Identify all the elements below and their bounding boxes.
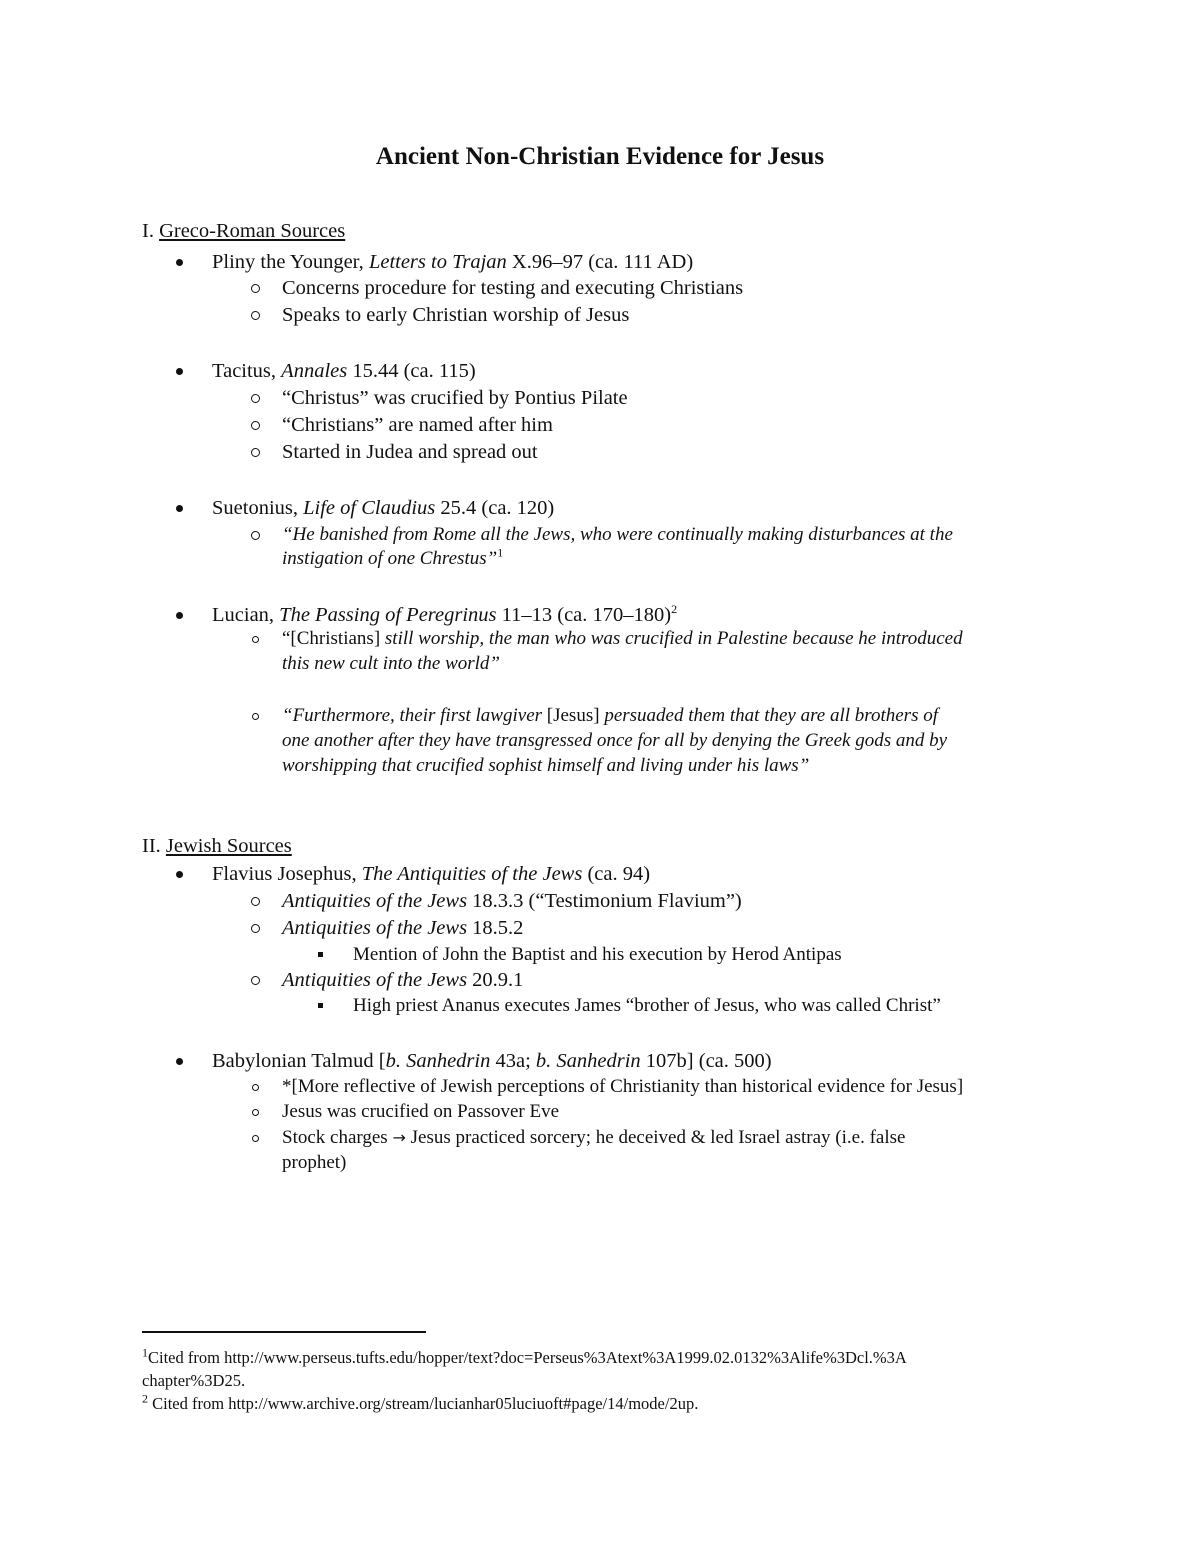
source-citation: 18.3.3 (“Testimonium Flavium”) bbox=[467, 890, 742, 912]
quote-text: “He banished from Rome all the Jews, who were continually making disturbances at the bbox=[282, 524, 953, 545]
source-work: Antiquities of the Jews bbox=[282, 890, 468, 912]
bullet-icon bbox=[176, 1058, 183, 1065]
quote-line bbox=[282, 627, 963, 651]
circle-bullet-icon bbox=[252, 636, 259, 643]
source-lucian bbox=[212, 603, 677, 627]
list-text: Jesus practiced sorcery; he deceived & led Israel astray (i.e. false bbox=[405, 1127, 906, 1148]
source-work: Antiquities of the Jews bbox=[282, 969, 468, 991]
circle-bullet-icon bbox=[251, 284, 260, 293]
page-title: Ancient Non-Christian Evidence for Jesus bbox=[375, 143, 825, 170]
circle-bullet-icon bbox=[251, 924, 260, 933]
source-citation: X.96–97 (ca. 111 AD) bbox=[506, 251, 694, 273]
list-item: Started in Judea and spread out bbox=[282, 441, 538, 463]
section-heading-jewish bbox=[142, 834, 292, 858]
section-title: Jewish Sources bbox=[165, 835, 292, 857]
square-bullet-icon bbox=[318, 1003, 323, 1008]
list-item: *[More reflective of Jewish perceptions of Christianity than historical evidence for Jesus] bbox=[282, 1076, 964, 1097]
bullet-icon bbox=[176, 259, 183, 266]
source-talmud bbox=[212, 1049, 772, 1073]
footnote-1-cont: chapter%3D25. bbox=[142, 1371, 246, 1390]
quote-text: instigation of one Chrestus” bbox=[282, 548, 498, 569]
footnote-2 bbox=[142, 1392, 698, 1415]
source-josephus bbox=[212, 862, 650, 886]
source-work: Antiquities of the Jews bbox=[282, 917, 468, 939]
section-number: I. bbox=[142, 220, 154, 242]
source-author: Suetonius, bbox=[212, 497, 304, 519]
list-item: Speaks to early Christian worship of Jesus bbox=[282, 304, 630, 326]
bullet-icon bbox=[176, 871, 183, 878]
list-text: Stock charges bbox=[282, 1127, 393, 1148]
circle-bullet-icon bbox=[252, 1109, 259, 1116]
quote-text: worshipping that crucified sophist himself and living under his laws” bbox=[282, 755, 810, 776]
list-item bbox=[282, 968, 523, 992]
circle-bullet-icon bbox=[252, 713, 259, 720]
quote-line bbox=[282, 547, 503, 571]
list-item: High priest Ananus executes James “brother of Jesus, who was called Christ” bbox=[353, 995, 941, 1016]
source-work: The Antiquities of the Jews bbox=[361, 863, 583, 885]
circle-bullet-icon bbox=[251, 448, 260, 457]
source-suetonius bbox=[212, 496, 554, 520]
footnote-separator bbox=[142, 1331, 426, 1333]
list-item: “Christians” are named after him bbox=[282, 414, 553, 436]
source-citation: 25.4 (ca. 120) bbox=[435, 497, 555, 519]
arrow-right-icon: → bbox=[392, 1128, 406, 1147]
circle-bullet-icon bbox=[251, 531, 260, 540]
quote-text: still worship, the man who was crucified in Palestine because he introduced bbox=[384, 628, 963, 649]
bullet-icon bbox=[176, 368, 183, 375]
source-pliny bbox=[212, 250, 693, 274]
list-item: “Christus” was crucified by Pontius Pilate bbox=[282, 387, 628, 409]
source-author: Pliny the Younger, bbox=[212, 251, 369, 273]
quote-line bbox=[282, 754, 809, 778]
source-work: The Passing of Peregrinus bbox=[279, 604, 497, 626]
quote-line bbox=[282, 652, 500, 676]
source-citation: 43a; bbox=[490, 1050, 536, 1072]
footnote-number: 1 bbox=[142, 1345, 148, 1360]
source-citation: 107b] (ca. 500) bbox=[640, 1050, 772, 1072]
list-item bbox=[282, 1126, 905, 1150]
footnote-ref: 1 bbox=[497, 545, 504, 560]
source-citation: 15.44 (ca. 115) bbox=[347, 360, 476, 382]
source-author: Tacitus, bbox=[212, 360, 282, 382]
footnote-1 bbox=[142, 1346, 907, 1369]
source-work: b. Sanhedrin bbox=[385, 1050, 491, 1072]
quote-line bbox=[282, 704, 938, 728]
circle-bullet-icon bbox=[251, 897, 260, 906]
source-work: Life of Claudius bbox=[303, 497, 436, 519]
list-item: Mention of John the Baptist and his execution by Herod Antipas bbox=[353, 944, 842, 965]
list-item: Jesus was crucified on Passover Eve bbox=[282, 1101, 560, 1122]
footnote-text: Cited from http://www.perseus.tufts.edu/hopper/text?doc=Perseus%3Atext%3A1999.02.0132%3Alife%3Dcl.%3A bbox=[148, 1348, 907, 1367]
circle-bullet-icon bbox=[251, 311, 260, 320]
quote-line bbox=[282, 729, 947, 753]
circle-bullet-icon bbox=[251, 976, 260, 985]
quote-bracket: “[Christians] bbox=[282, 628, 385, 649]
footnote-number: 2 bbox=[142, 1391, 148, 1406]
list-item: prophet) bbox=[282, 1152, 347, 1173]
circle-bullet-icon bbox=[252, 1084, 259, 1091]
source-citation: (ca. 94) bbox=[582, 863, 651, 885]
footnote-text: Cited from http://www.archive.org/stream/lucianhar05luciuoft#page/14/mode/2up. bbox=[148, 1394, 699, 1413]
source-tacitus bbox=[212, 359, 476, 383]
source-citation: 18.5.2 bbox=[467, 917, 524, 939]
source-author: Babylonian Talmud [ bbox=[212, 1050, 386, 1072]
quote-text: “Furthermore, their first lawgiver bbox=[282, 705, 547, 726]
section-heading-greco-roman bbox=[142, 219, 345, 243]
quote-text: this new cult into the world” bbox=[282, 653, 500, 674]
list-item bbox=[282, 916, 523, 940]
square-bullet-icon bbox=[318, 952, 323, 957]
list-item bbox=[282, 889, 742, 913]
bullet-icon bbox=[176, 612, 183, 619]
circle-bullet-icon bbox=[251, 421, 260, 430]
circle-bullet-icon bbox=[252, 1135, 259, 1142]
section-number: II. bbox=[142, 835, 161, 857]
source-author: Flavius Josephus, bbox=[212, 863, 362, 885]
list-item: Concerns procedure for testing and executing Christians bbox=[282, 277, 744, 299]
source-work: b. Sanhedrin bbox=[535, 1050, 641, 1072]
source-work: Annales bbox=[281, 360, 348, 382]
circle-bullet-icon bbox=[251, 394, 260, 403]
quote-bracket: [Jesus] bbox=[546, 705, 600, 726]
footnote-ref: 2 bbox=[671, 602, 678, 617]
source-author: Lucian, bbox=[212, 604, 280, 626]
source-citation: 20.9.1 bbox=[467, 969, 524, 991]
bullet-icon bbox=[176, 505, 183, 512]
quote-text: persuaded them that they are all brothers of bbox=[599, 705, 938, 726]
section-title: Greco-Roman Sources bbox=[159, 220, 346, 242]
quote-text: one another after they have transgressed once for all by denying the Greek gods and by bbox=[282, 730, 948, 751]
quote-line bbox=[282, 523, 953, 547]
source-work: Letters to Trajan bbox=[368, 251, 507, 273]
source-citation: 11–13 (ca. 170–180) bbox=[496, 604, 672, 626]
